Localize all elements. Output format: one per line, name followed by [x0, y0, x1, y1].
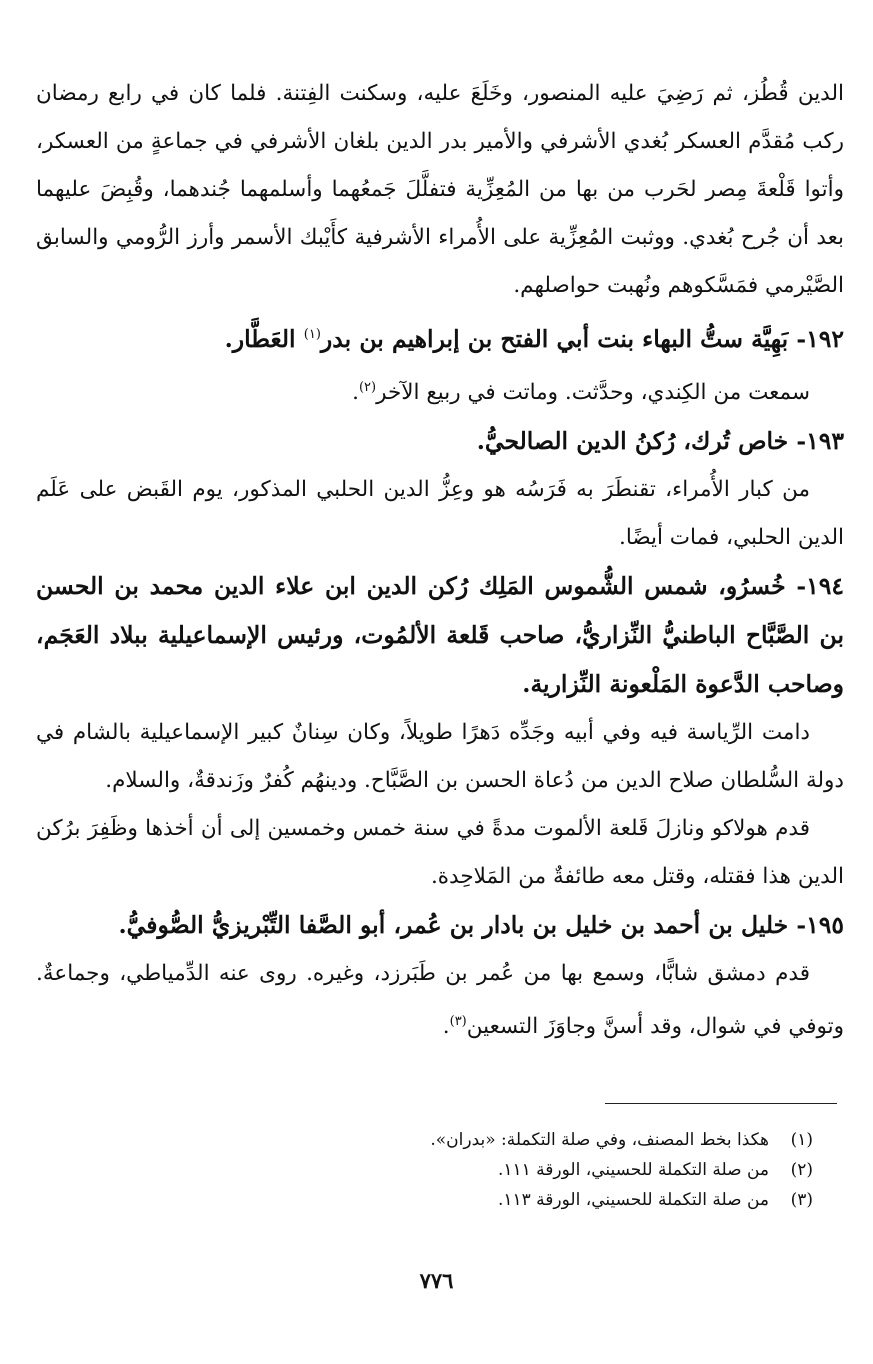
footnote-marker: (١)	[303, 327, 321, 342]
entry-heading-192	[36, 310, 844, 364]
paragraph-text: .	[442, 1014, 450, 1040]
entry-heading-text: العَطَّار.	[224, 324, 296, 353]
footnote-marker: (٢)	[358, 379, 377, 395]
entry-text-194-a: دامت الرِّياسة فيه وفي أبيه وجَدِّه دَهرًا طويلاً، وكان سِنانٌ كبير الإسماعيلية بالشام في دولة السُّلطان صلاح الدين من دُعاة الحسن بن الصَّبَّاح. ودينهُم كُفرٌ وزَندقةٌ، والسلام.	[36, 719, 844, 793]
footnote-divider	[605, 1103, 837, 1104]
footnote-text: من صلة التكملة للحسيني، الورقة ١١٣.	[497, 1190, 769, 1210]
footnote-1	[73, 1125, 813, 1155]
paragraph-text: سمعت من الكِندي، وحدَّثت. وماتت في ربيع الآخر	[376, 379, 810, 405]
entry-text-193: من كبار الأُمراء، تقنطَرَ به فَرَسُه هو وعِزُّ الدين الحلبي المذكور، يوم القَبض على عَلَم الدين الحلبي، فمات أيضًا.	[36, 476, 844, 550]
page-number: ٧٧٦	[419, 1268, 454, 1293]
footnote-number: (٣)	[790, 1190, 813, 1210]
footnote-marker: (٣)	[449, 1013, 467, 1029]
footnote-number: (٢)	[790, 1160, 813, 1180]
footnote-text: هكذا بخط المصنف، وفي صلة التكملة: «بدران».	[430, 1130, 769, 1150]
footnotes	[73, 1125, 813, 1215]
entry-heading-193: ١٩٣- خاص تُرك، رُكنُ الدين الصالحيُّ.	[476, 426, 844, 455]
entry-heading-194: ١٩٤- خُسرُو، شمس الشُّموس المَلِك رُكن الدين ابن علاء الدين محمد بن الحسن بن الصَّبَّاح الباطنيُّ النِّزاريُّ، صاحب قَلعة الألمُوت، ورئيس الإسماعيلية ببلاد العَجَم، وصاحب الدَّعوة المَلْعونة النِّزارية.	[36, 571, 844, 698]
footnote-text: من صلة التكملة للحسيني، الورقة ١١١.	[497, 1160, 769, 1180]
footnote-3	[73, 1185, 813, 1215]
paragraph-text: .	[352, 379, 359, 405]
entry-heading-text: ١٩٢- بَهِيَّة ستُّ البهاء بنت أبي الفتح بن إبراهيم بن بدر	[320, 324, 844, 353]
entry-text-194-b: قدم هولاكو ونازلَ قَلعة الألموت مدةً في سنة خمس وخمسين إلى أن أخذها وظَفِرَ برُكن الدين هذا فقتله، وقتل معه طائفةٌ من المَلاحِدة.	[36, 815, 844, 889]
entry-heading-195: ١٩٥- خليل بن أحمد بن خليل بن بادار بن عُمر، أبو الصَّفا التِّبْريزيُّ الصُّوفيُّ.	[118, 910, 844, 939]
footnote-number: (١)	[790, 1130, 813, 1150]
entry-text-192	[36, 364, 844, 417]
paragraph-text: قدم دمشق شابًّا، وسمع بها من عُمر بن طَبَرزد، وغيره. روى عنه الدِّمياطي، وجماعةٌ. وتوفي في شوال، وقد أسنَّ وجاوَزَ التسعين	[36, 960, 844, 1040]
paragraph: الدين قُطُز، ثم رَضِيَ عليه المنصور، وخَلَعَ عليه، وسكنت الفِتنة. فلما كان في رابع رمضان ركب مُقدَّم العسكر بُغدي الأشرفي والأمير بدر الدين بلغان الأشرفي في جماعةٍ من العسكر، وأتوا قَلْعةَ مِصر لحَرب من بها من المُعِزِّية فتفلَّلَ جَمعُهما وأسلمهما جُندهما، وقُبِضَ عليهما بعد أن جُرح بُغدي. ووثبت المُعِزِّية على الأُمراء الأشرفية كأَيْبك الأسمر وأرز الرُّومي والسابق الصَّيْرمي فمَسَّكوهم ونُهبت حواصلهم.	[36, 81, 844, 298]
main-text	[36, 70, 844, 1051]
footnote-2	[73, 1155, 813, 1185]
entry-text-195	[36, 950, 844, 1051]
